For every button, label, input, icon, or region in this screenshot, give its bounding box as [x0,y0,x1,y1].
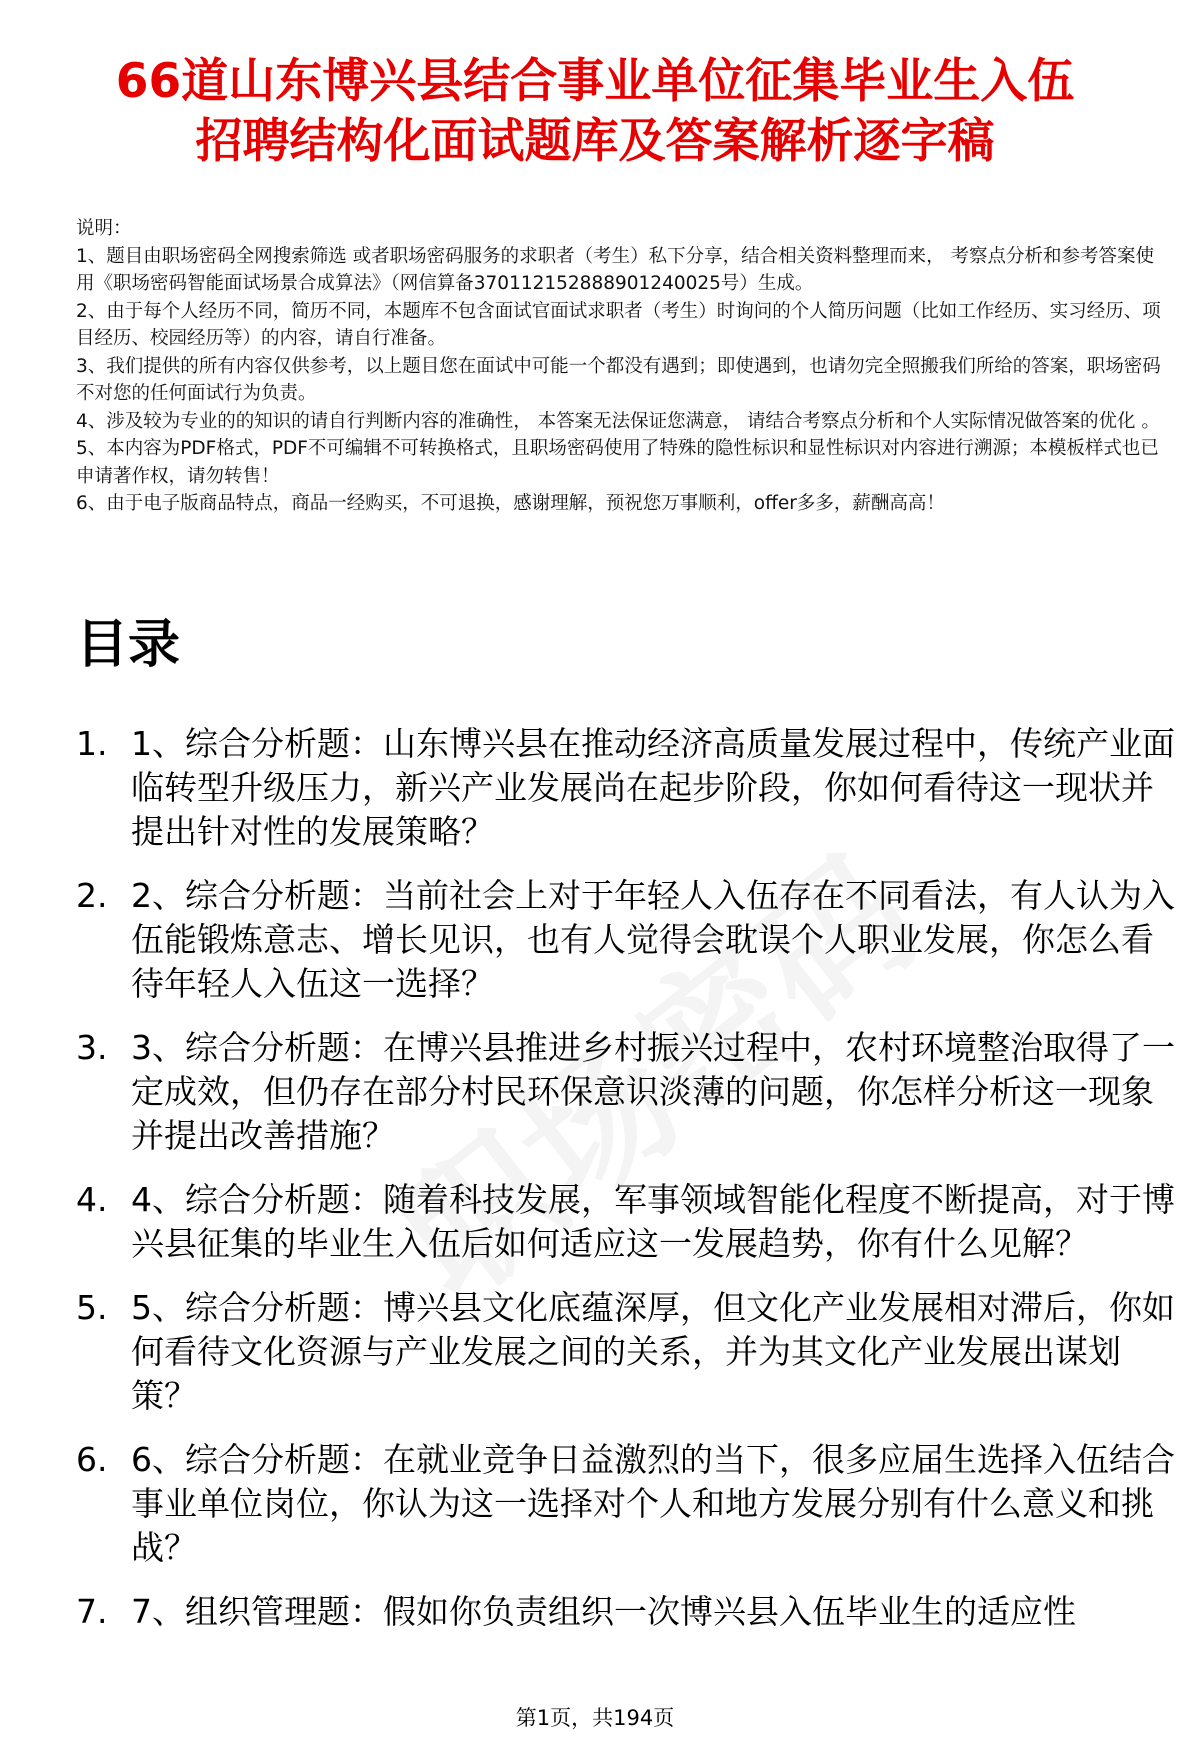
toc-item-number: 5. [76,1288,108,1327]
toc-item-text: 5、综合分析题：博兴县文化底蕴深厚，但文化产业发展相对滞后，你如何看待文化资源与产业发展之间的关系，并为其文化产业发展出谋划策？ [131,1288,1175,1415]
toc-item-5[interactable] [76,1286,1176,1418]
title-line-1: 66道山东博兴县结合事业单位征集毕业生入伍 [115,54,1075,109]
title-line-2: 招聘结构化面试题库及答案解析逐字稿 [195,114,995,169]
note-item-3: 3、我们提供的所有内容仅供参考，以上题目您在面试中可能一个都没有遇到；即使遇到，也请勿完全照搬我们所给的答案，职场密码不对您的任何面试行为负责。 [76,355,1161,404]
toc-item-number: 7. [76,1592,108,1631]
toc-item-number: 6. [76,1440,108,1479]
toc-item-number: 2. [76,876,108,915]
toc-item-text: 7、组织管理题：假如你负责组织一次博兴县入伍毕业生的适应性 [131,1592,1076,1631]
toc-item-text: 2、综合分析题：当前社会上对于年轻人入伍存在不同看法，有人认为入伍能锻炼意志、增长见识，也有人觉得会耽误个人职业发展，你怎么看待年轻人入伍这一选择？ [131,876,1175,1003]
toc-item-4[interactable] [76,1178,1176,1266]
notes-heading: 说明： [76,218,132,239]
note-item-2: 2、由于每个人经历不同，简历不同，本题库不包含面试官面试求职者（考生）时询问的个人简历问题（比如工作经历、实习经历、项目经历、校园经历等）的内容，请自行准备。 [76,300,1161,349]
page-footer: 第1页，共194页 [515,1706,675,1730]
note-item-5: 5、本内容为PDF格式，PDF不可编辑不可转换格式，且职场密码使用了特殊的隐性标识和显性标识对内容进行溯源；本模板样式也已申请著作权，请勿转售！ [76,438,1159,487]
toc-item-text: 3、综合分析题：在博兴县推进乡村振兴过程中，农村环境整治取得了一定成效，但仍存在部分村民环保意识淡薄的问题，你怎样分析这一现象并提出改善措施？ [131,1028,1175,1155]
note-item-1: 1、题目由职场密码全网搜索筛选 或者职场密码服务的求职者（考生）私下分享，结合相关资料整理而来， 考察点分析和参考答案使用《职场密码智能面试场景合成算法》（网信算备370112152888901240025号）生成。 [76,245,1155,294]
toc-item-7[interactable] [76,1590,1176,1634]
toc-item-2[interactable] [76,874,1176,1006]
toc-item-1[interactable] [76,722,1176,854]
toc-item-number: 4. [76,1180,108,1219]
document-title [60,52,1130,172]
toc-item-6[interactable] [76,1438,1176,1570]
note-item-6: 6、由于电子版商品特点，商品一经购买，不可退换，感谢理解，预祝您万事顺利，offer多多，薪酬高高！ [76,493,945,514]
note-item-4: 4、涉及较为专业的的知识的请自行判断内容的准确性， 本答案无法保证您满意， 请结合考察点分析和个人实际情况做答案的优化 。 [76,410,1160,432]
toc-heading: 目录 [76,615,181,675]
toc-item-3[interactable] [76,1026,1176,1158]
toc-item-text: 6、综合分析题：在就业竞争日益激烈的当下，很多应届生选择入伍结合事业单位岗位，你认为这一选择对个人和地方发展分别有什么意义和挑战？ [131,1440,1175,1567]
notes-section [76,215,1166,518]
toc-item-text: 1、综合分析题：山东博兴县在推动经济高质量发展过程中，传统产业面临转型升级压力，新兴产业发展尚在起步阶段，你如何看待这一现状并提出针对性的发展策略？ [131,724,1175,851]
table-of-contents [76,722,1176,1654]
toc-item-number: 1. [76,724,108,763]
toc-item-text: 4、综合分析题：随着科技发展，军事领域智能化程度不断提高，对于博兴县征集的毕业生入伍后如何适应这一发展趋势，你有什么见解？ [131,1180,1175,1263]
toc-item-number: 3. [76,1028,108,1067]
